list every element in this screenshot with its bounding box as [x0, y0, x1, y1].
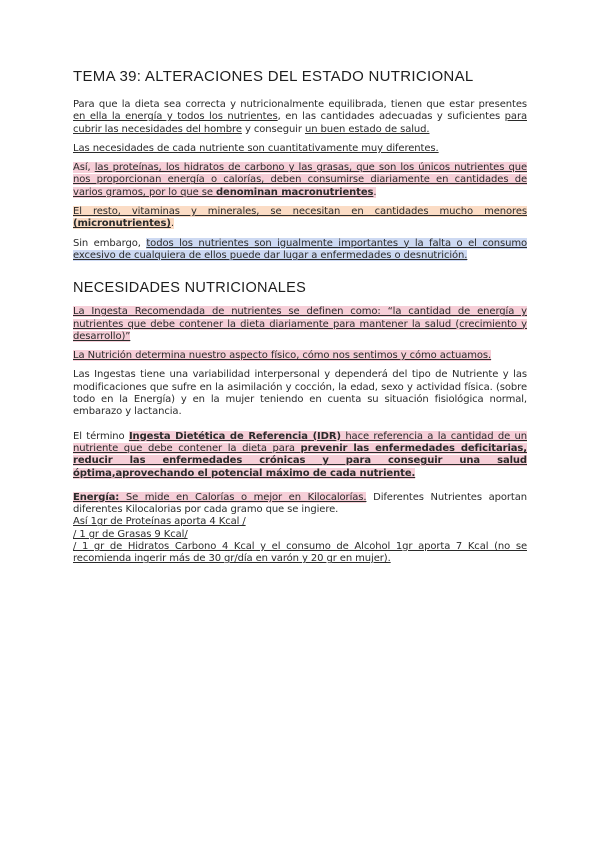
idr-text: El término	[73, 430, 129, 442]
document-content	[73, 68, 527, 573]
energy-line-carbs-alcohol: / 1 gr de Hidratos Carbono 4 Kcal y el consumo de Alcohol 1gr aporta 7 Kcal (no se recomienda ingerir más de 30 gr/día en varón y 20 gr en mujer).	[73, 541, 527, 565]
energy-paragraph	[73, 492, 527, 566]
macro-underline: las proteínas, los hidratos de carbono y las grasas, que son los únicos nutrientes que nos proporcionan energía o calorías, deben consumirse diariamente en cantidades de varios gramos, por lo que se	[73, 162, 527, 198]
intro-underline-1: en ella la energía y todos los nutrientes	[73, 111, 278, 123]
intro-paragraph	[73, 99, 527, 136]
variability-paragraph: Las Ingestas tiene una variabilidad interpersonal y dependerá del tipo de Nutriente y las modificaciones que sufre en la asimilación y cocción, la edad, sexo y actividad física. (sobre todo en la Energía) y en la mujer teniendo en cuenta su situación fisiológica normal, embarazo y lactancia.	[73, 369, 527, 418]
section-title-nutritional-needs: NECESIDADES NUTRICIONALES	[73, 280, 307, 297]
idr-bold-term: Ingesta Dietética de Referencia (IDR)	[128, 430, 341, 442]
energy-line-fat: / 1 gr de Grasas 9 Kcal/	[73, 528, 188, 540]
intro-text-1: Para que la dieta sea correcta y nutricionalmente equilibrada, tienen que estar presentes	[73, 99, 527, 110]
energy-line-protein: Así 1gr de Proteínas aporta 4 Kcal /	[73, 516, 246, 528]
idr-paragraph	[73, 431, 527, 480]
micro-underline: El resto, vitaminas y minerales, se necesitan en cantidades mucho menores	[73, 206, 527, 218]
idr-underline: hace referencia a la cantidad de un nutriente que debe contener la dieta para	[73, 430, 527, 454]
macro-text-1: Así,	[73, 162, 95, 174]
macro-highlight	[73, 162, 527, 198]
macronutrients-paragraph	[73, 162, 527, 199]
idr-bold-goals: prevenir las enfermedades deficitarias, reducir las enfermedades crónicas y para conseguir una salud óptima,aprovechando el potencial máximo de cada nutriente.	[73, 442, 527, 479]
intro-underline-2: para cubrir las necesidades del hombre	[73, 111, 527, 135]
micro-text: .	[170, 218, 174, 230]
intro-text-3: y conseguir	[241, 123, 305, 135]
recommended-intake-paragraph	[73, 306, 527, 343]
macro-bold: denominan macronutrientes	[215, 186, 374, 198]
importance-text: Sin embargo,	[73, 237, 147, 249]
micro-bold: (micronutrientes)	[73, 218, 171, 230]
micro-highlight	[73, 206, 527, 229]
quantitative-paragraph	[73, 143, 527, 155]
nutrition-paragraph	[73, 350, 527, 362]
quantitative-text: Las necesidades de cada nutriente son cuantitativamente muy diferentes.	[73, 142, 439, 154]
intro-text-2: , en las cantidades adecuadas y suficientes	[277, 111, 505, 123]
macro-text-2: .	[373, 186, 377, 198]
importance-paragraph	[73, 238, 527, 263]
recommended-highlight: La Ingesta Recomendada de nutrientes se definen como: “la cantidad de energía y nutrientes que debe contener la dieta diariamente para mantener la salud (crecimiento y desarrollo)”	[73, 306, 527, 342]
energy-text: Diferentes Nutrientes aportan diferentes Kilocalorias por cada gramo que se ingiere.	[73, 491, 527, 516]
idr-highlight	[73, 431, 527, 479]
page-title: TEMA 39: ALTERACIONES DEL ESTADO NUTRICIONAL	[73, 68, 474, 85]
micronutrients-paragraph	[73, 206, 527, 231]
energy-highlight	[73, 492, 366, 503]
intro-underline-3: un buen estado de salud.	[304, 123, 430, 135]
energy-underline: Se mide en Calorías o mejor en Kilocalorías.	[119, 491, 367, 503]
nutrition-highlight: La Nutrición determina nuestro aspecto físico, cómo nos sentimos y cómo actuamos.	[73, 350, 492, 362]
energy-bold: Energía:	[73, 491, 120, 503]
importance-highlight: todos los nutrientes son igualmente importantes y la falta o el consumo excesivo de cualquiera de ellos puede dar lugar a enfermedades o desnutrición.	[73, 237, 527, 261]
